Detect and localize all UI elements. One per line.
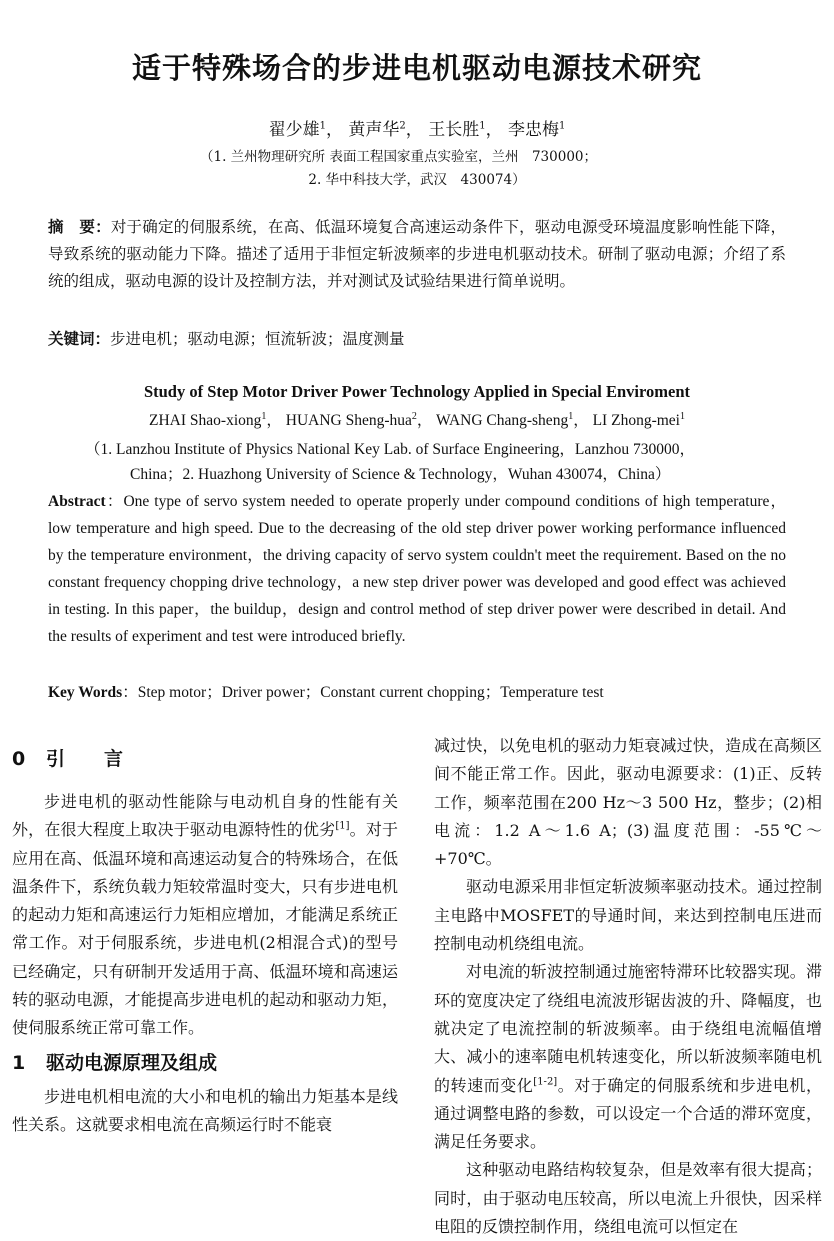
abstract-en: [48, 488, 786, 650]
author: 李忠梅$^1$: [507, 120, 566, 140]
author: WANG Chang-sheng$^1$，: [436, 410, 593, 429]
paragraph: 步进电机的驱动性能除与电动机自身的性能有关外，在很大程度上取决于驱动电源特性的优劣[1]。对于应用在高、低温环境和高速运动复合的特殊场合，在低温条件下，系统负载力矩较常温时变大，只有步进电机的起动力矩和高速运行力矩相应增加，才能满足系统正常工作。对于伺服系统，步进电机(2相混合式)的型号已经确定，只有研制开发适用于高、低温环境和高速运转的驱动电源，才能提高步进电机的起动和驱动力矩，使伺服系统正常可靠工作。: [12, 792, 398, 1038]
author: 王长胜$^1$，: [428, 120, 503, 140]
keywords-cn: [48, 327, 786, 349]
author: LI Zhong-mei$^1$: [592, 410, 685, 429]
paragraph: 驱动电源采用非恒定斩波频率驱动技术。通过控制主电路中MOSFET的导通时间，来达到控制电压进而控制电动机绕组电流。: [434, 877, 822, 954]
abstract-en-text: One type of servo system needed to operate properly under compound conditions of high temperature，low temperature and high speed. Due to the decreasing of the old step driver power working performance influenced by the temperature environment，the driving capacity of servo system couldn't meet the requirement. Based on the no constant frequency chopping drive technology，a new step driver power was developed and good effect was achieved in testing. In this paper，the buildup，design and control method of step driver power were described in detail. And the results of experiment and test were introduced briefly.: [48, 493, 786, 645]
affiliation-cn-1: （1. 兰州物理研究所 表面工程国家重点实验室，兰州 730000；: [200, 149, 597, 165]
abstract-cn-text: 对于确定的伺服系统，在高、低温环境复合高速运动条件下，驱动电源受环境温度影响性能下降，导致系统的驱动能力下降。描述了适用于非恒定斩波频率的步进电机驱动技术。研制了驱动电源；介绍了系统的组成，驱动电源的设计及控制方法，并对测试及试验结果进行简单说明。: [48, 218, 786, 290]
keywords-en-label: Key Words: [48, 684, 123, 701]
body-column-left: [12, 740, 398, 1139]
keywords-en-colon: ：: [122, 684, 138, 701]
citation: [1]: [335, 820, 350, 832]
section-heading-introduction: [12, 740, 398, 788]
section-number: 0: [12, 748, 36, 770]
keywords-cn-text: 步进电机；驱动电源；恒流斩波；温度测量: [110, 330, 405, 348]
abstract-en-label: Abstract: [48, 493, 106, 510]
citation: [1-2]: [533, 1076, 558, 1088]
author: ZHAI Shao-xiong$^1$，: [149, 410, 286, 429]
section-number: 1: [12, 1051, 26, 1074]
keywords-cn-label: 关键词：: [48, 330, 111, 348]
paragraph: 这种驱动电路结构较复杂，但是效率有很大提高；同时，由于驱动电压较高，所以电流上升很快，因采样电阻的反馈控制作用，绕组电流可以恒定在: [434, 1160, 822, 1237]
author: 黄声华$^2$，: [348, 120, 423, 140]
paragraph: 步进电机相电流的大小和电机的输出力矩基本是线性关系。这就要求相电流在高频运行时不能衰: [12, 1086, 398, 1134]
author: 翟少雄$^1$，: [268, 120, 344, 140]
affiliation-en-1: （1. Lanzhou Institute of Physics National Key Lab. of Surface Engineering，Lanzhou 730000，: [85, 441, 695, 458]
keywords-en: [48, 680, 786, 702]
author-list-cn: [0, 115, 834, 140]
abstract-cn: [48, 214, 786, 295]
paragraph: 减过快，以免电机的驱动力矩衰减过快，造成在高频区间不能正常工作。因此，驱动电源要求：(1)正、反转工作，频率范围在200 Hz～3 500 Hz，整步；(2)相电流：1.2 A～1.6 A；(3)温度范围：-55℃～+70℃。: [434, 736, 822, 869]
paragraph: 对电流的斩波控制通过施密特滞环比较器实现。滞环的宽度决定了绕组电流波形锯齿波的升、降幅度，也就决定了电流控制的斩波频率。由于绕组电流幅值增大、减小的速率随电机转速变化，所以斩波频率随电机的转速而变化[1-2]。对于确定的伺服系统和步进电机，通过调整电路的参数，可以设定一个合适的滞环宽度，满足任务要求。: [434, 962, 822, 1152]
keywords-en-text: Step motor；Driver power；Constant current chopping；Temperature test: [137, 684, 604, 701]
section-heading-principle: [12, 1043, 398, 1083]
affiliation-cn-2: 2. 华中科技大学，武汉 430074）: [308, 172, 526, 188]
section-title: 驱动电源原理及组成: [46, 1051, 218, 1074]
body-column-right: [434, 732, 822, 1241]
author-list-en: [0, 408, 834, 430]
section-title: 引 言: [46, 748, 134, 770]
abstract-cn-label: 摘 要：: [48, 218, 111, 236]
abstract-en-colon: ：: [105, 493, 124, 510]
paper-title-cn: 适于特殊场合的步进电机驱动电源技术研究: [131, 51, 702, 85]
author: HUANG Sheng-hua$^2$，: [285, 410, 437, 429]
paper-title-en: Study of Step Motor Driver Power Technology Applied in Special Enviroment: [143, 382, 691, 401]
affiliation-en-2: China；2. Huazhong University of Science & Technology，Wuhan 430074，China）: [130, 466, 671, 483]
